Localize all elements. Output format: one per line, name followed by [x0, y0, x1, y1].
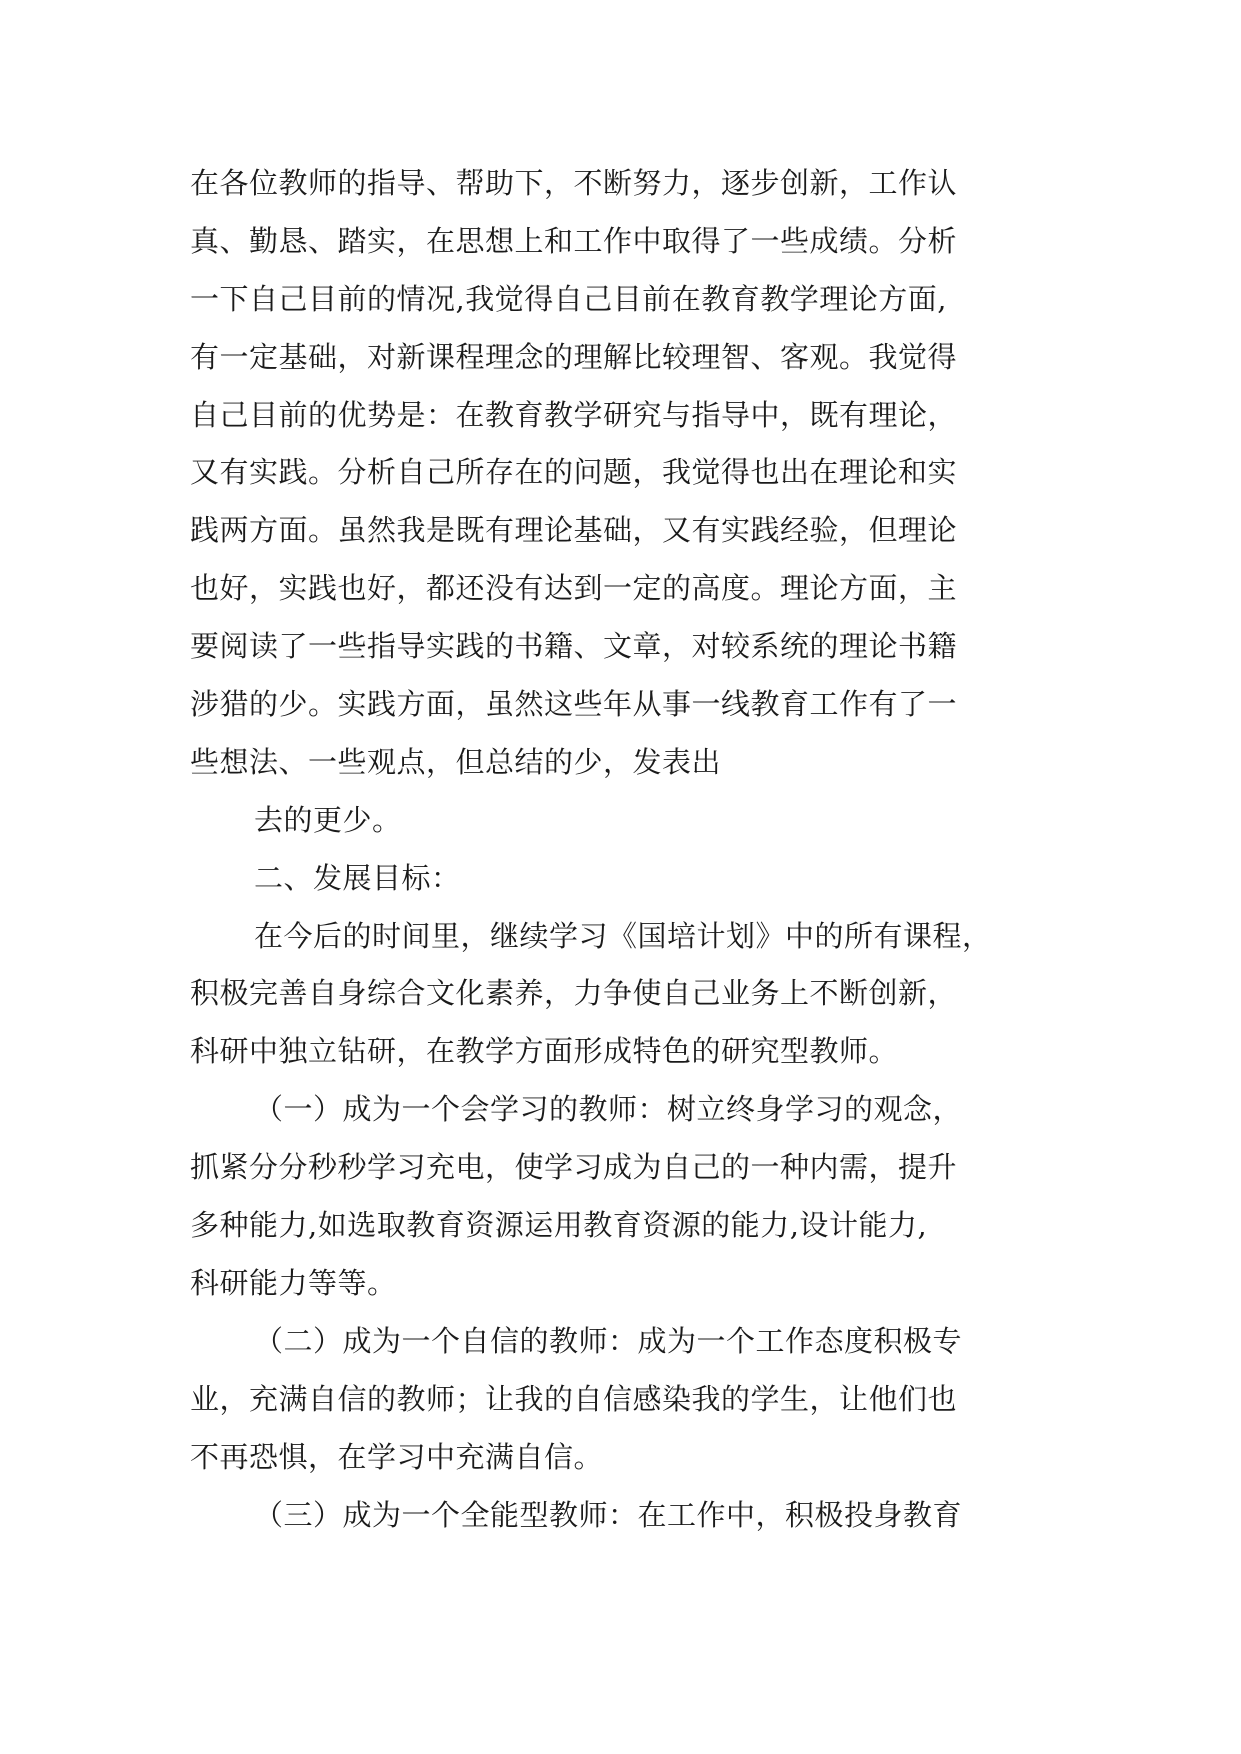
text-line: 又有实践。分析自己所存在的问题，我觉得也出在理论和实 — [190, 455, 958, 489]
text-line: 真、勤恳、踏实，在思想上和工作中取得了一些成绩。分析 — [190, 224, 958, 258]
text-line: 去的更少。 — [254, 803, 402, 837]
section-heading: 二、发展目标： — [254, 861, 461, 895]
text-line: 抓紧分分秒秒学习充电，使学习成为自己的一种内需，提升 — [190, 1150, 958, 1184]
text-line: 些想法、一些观点，但总结的少，发表出 — [190, 745, 722, 779]
text-line: 在各位教师的指导、帮助下，不断努力，逐步创新，工作认 — [190, 166, 958, 200]
text-line: （一）成为一个会学习的教师：树立终身学习的观念， — [254, 1092, 963, 1126]
text-line: 在今后的时间里，继续学习《国培计划》中的所有课程， — [254, 919, 992, 953]
text-line: 科研能力等等。 — [190, 1266, 397, 1300]
text-line: 多种能力,如选取教育资源运用教育资源的能力,设计能力, — [190, 1208, 928, 1242]
text-line: 要阅读了一些指导实践的书籍、文章，对较系统的理论书籍 — [190, 629, 958, 663]
text-line: 科研中独立钻研，在教学方面形成特色的研究型教师。 — [190, 1034, 899, 1068]
text-line: 自己目前的优势是：在教育教学研究与指导中，既有理论， — [190, 398, 958, 432]
text-line: 不再恐惧，在学习中充满自信。 — [190, 1440, 604, 1474]
text-line: 践两方面。虽然我是既有理论基础，又有实践经验，但理论 — [190, 513, 958, 547]
text-line: （三）成为一个全能型教师：在工作中，积极投身教育 — [254, 1498, 963, 1532]
text-line: 积极完善自身综合文化素养，力争使自己业务上不断创新， — [190, 976, 958, 1010]
text-line: 也好，实践也好，都还没有达到一定的高度。理论方面，主 — [190, 571, 958, 605]
text-line: 涉猎的少。实践方面，虽然这些年从事一线教育工作有了一 — [190, 687, 958, 721]
text-line: （二）成为一个自信的教师：成为一个工作态度积极专 — [254, 1324, 963, 1358]
text-line: 一下自己目前的情况,我觉得自己目前在教育教学理论方面, — [190, 282, 947, 316]
text-line: 业，充满自信的教师；让我的自信感染我的学生，让他们也 — [190, 1382, 958, 1416]
text-line: 有一定基础，对新课程理念的理解比较理智、客观。我觉得 — [190, 340, 958, 374]
